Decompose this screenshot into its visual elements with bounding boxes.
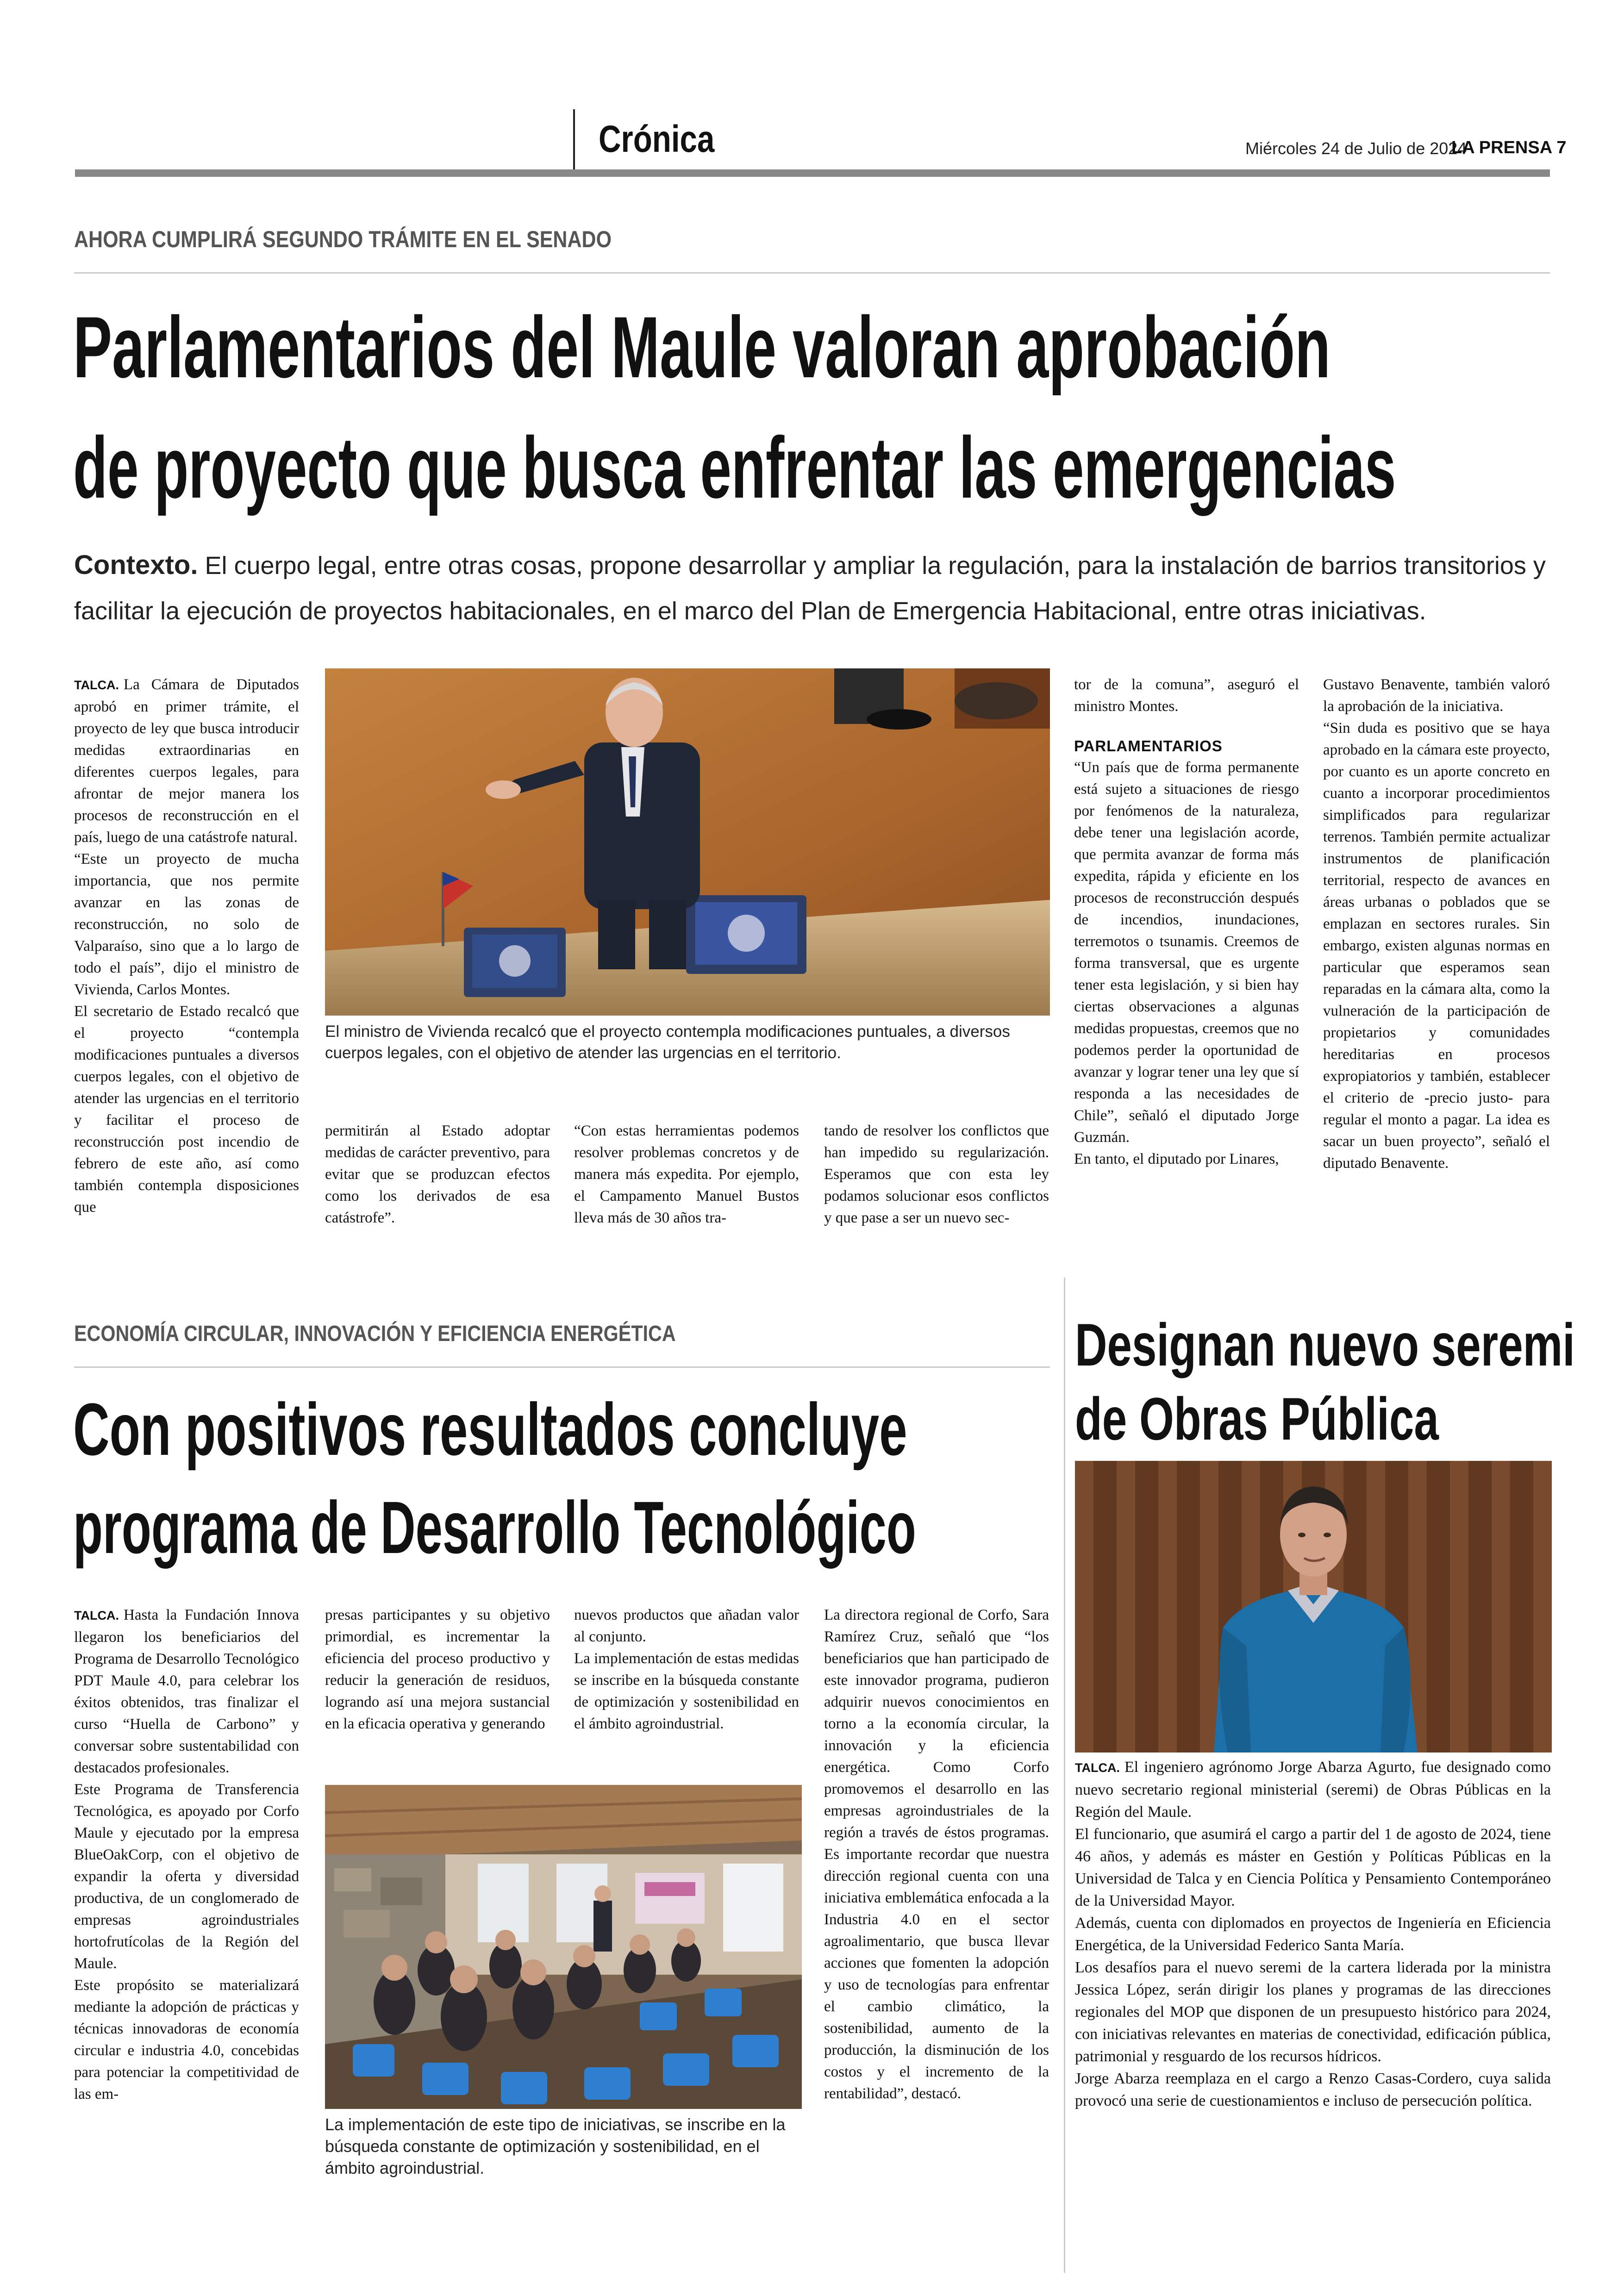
article1-column-1 bbox=[74, 674, 299, 1218]
article1-context bbox=[74, 543, 1551, 634]
article2-paragraph: Este Programa de Transferencia Tecnológica, es apoyado por Corfo Maule y ejecutado por la empresa BlueOakCorp, con el objetivo de expandir la oferta y diversidad productiva, de un conglomerado de empresas agroindustriales hortofrutícolas de la Región del Maule. bbox=[74, 1781, 299, 1972]
article3-paragraph: El funcionario, que asumirá el cargo a partir del 1 de agosto de 2024, tiene 46 años, y además es máster en Gestión y Políticas Públicas en la Universidad de Talca y en Ciencia Política y Pensamiento Contemporáneo de la Universidad Mayor. bbox=[1075, 1826, 1551, 1909]
workshop-photo-illustration bbox=[325, 1785, 802, 2109]
article1-headline-line2: de proyecto que busca enfrentar las emergencias bbox=[73, 419, 1396, 516]
paper-name: LA PRENSA 7 bbox=[1451, 138, 1567, 157]
article2-column-4 bbox=[824, 1604, 1049, 2105]
article2-headline-line2: programa de Desarrollo Tecnológico bbox=[73, 1486, 916, 1569]
article2-paragraph: La implementación de estas medidas se inscribe en la búsqueda constante de optimización y sostenibilidad en el ámbito agroindustrial. bbox=[574, 1650, 799, 1732]
article1-paragraph: tando de resolver los conflictos que han impedido su regularización. Esperamos que con esta ley podamos solucionar esos conflictos y que pase a ser un nuevo sec- bbox=[824, 1123, 1049, 1226]
article1-paragraph: “Un país que de forma permanente está sujeto a situaciones de riesgo por fenómenos de la naturaleza, debe tener una legislación acorde, que permita avanzar de forma más expedita, rápida y eficiente en los procesos de reconstrucción después de incendios, inundaciones, terremotos o tsunamis. Creemos de forma transversal, que es urgente tener esta legislación, y si bien hay ciertas observaciones a algunas medidas propuestas, creemos que no podemos perder la oportunidad de avanzar y lograr tener una ley que sí responda a las necesidades de Chile”, señaló el diputado Jorge Guzmán. bbox=[1074, 759, 1299, 1146]
article3-paragraph: TALCA. El ingeniero agrónomo Jorge Abarza Agurto, fue designado como nuevo secretario regional ministerial (seremi) de Obras Públicas en la Región del Maule. bbox=[1075, 1759, 1551, 1821]
workshop-photo bbox=[325, 1785, 802, 2109]
article1-photo-caption: El ministro de Vivienda recalcó que el proyecto contempla modificaciones puntuales, a diversos cuerpos legales, con el objetivo de atender las urgencias en el territorio. bbox=[325, 1023, 1010, 1062]
article1-column-5 bbox=[1074, 674, 1299, 1170]
article1-headline-line1: Parlamentarios del Maule valoran aprobación bbox=[73, 299, 1331, 396]
article1-paragraph: “Con estas herramientas podemos resolver problemas concretos y de manera más expedita. Por ejemplo, el Campamento Manuel Bustos lleva más de 30 años tra- bbox=[574, 1123, 799, 1226]
minister-photo-illustration bbox=[325, 668, 1050, 1016]
article2-paragraph: La directora regional de Corfo, Sara Ramírez Cruz, señaló que “los beneficiarios que han participado de este innovador programa, pudieron adquirir nuevos conocimientos en torno a la economía circular, la innovación y la eficiencia energética. Como Corfo promovemos el desarrollo en las empresas agroindustriales de la región a través de éstos programas. Es importante recordar que nuestra dirección regional cuenta con una iniciativa emblemática enfocada a la Industria 4.0 en el sector agroalimentario, que busca llevar acciones que fomenten la adopción y uso de tecnologías para enfrentar el cambio climático, la sostenibilidad, aumento de la producción, la disminución de los costos y el incremento de la rentabilidad”, destacó. bbox=[824, 1607, 1049, 2102]
article1-kicker: AHORA CUMPLIRÁ SEGUNDO TRÁMITE EN EL SENADO bbox=[74, 226, 612, 252]
article3-headline-line2: de Obras Pública bbox=[1075, 1385, 1439, 1453]
parlamentarios-subhead: PARLAMENTARIOS bbox=[1074, 737, 1223, 755]
article1-column-6 bbox=[1323, 674, 1550, 1174]
article1-paragraph: “Este un proyecto de mucha importancia, que nos permite avanzar en las zonas de reconstrucción, no solo de Valparaíso, sino que a lo largo de todo el país”, dijo el ministro de Vivienda, Carlos Montes. bbox=[74, 851, 299, 998]
article3-body bbox=[1075, 1756, 1551, 2112]
article3-paragraph: Jorge Abarza reemplaza en el cargo a Renzo Casas-Cordero, cuya salida provocó una serie de cuestionamientos e incluso de persecución política. bbox=[1075, 2070, 1551, 2109]
minister-photo bbox=[325, 668, 1050, 1016]
article3-paragraph: Además, cuenta con diplomados en proyectos de Ingeniería en Eficiencia Energética, de la Universidad Federico Santa María. bbox=[1075, 1915, 1551, 1954]
article1-paragraph: TALCA. La Cámara de Diputados aprobó en primer trámite, el proyecto de ley que busca introducir medidas extraordinarias en diferentes cuerpos legales, para afrontar de mejor manera los procesos de reconstrucción en el país, luego de una catástrofe natural. bbox=[74, 676, 299, 846]
article2-column-2 bbox=[325, 1604, 550, 1735]
article1-column-4 bbox=[824, 1120, 1049, 1229]
column-divider bbox=[1064, 1278, 1065, 2273]
kicker-rule bbox=[74, 272, 1550, 274]
article2-kicker: ECONOMÍA CIRCULAR, INNOVACIÓN Y EFICIENCIA ENERGÉTICA bbox=[74, 1322, 676, 1346]
seremi-photo bbox=[1075, 1461, 1552, 1752]
dateline: TALCA. bbox=[74, 1609, 119, 1622]
dateline: TALCA. bbox=[74, 678, 119, 692]
article2-paragraph: Este propósito se materializará mediante la adopción de prácticas y técnicas innovadoras de economía circular e industria 4.0, concebidas para potenciar la competitividad de las em- bbox=[74, 1977, 299, 2102]
article3-paragraph: Los desafíos para el nuevo seremi de la cartera liderada por la ministra Jessica López, serán dirigir los planes y programas de las direcciones regionales del MOP que disponen de un presupuesto histórico para 2024, con iniciativas relevantes en materias de conectividad, edificación pública, patrimonial y resguardo de los recursos hídricos. bbox=[1075, 1959, 1551, 2065]
article2-headline-line1: Con positivos resultados concluye bbox=[73, 1388, 907, 1471]
article1-column-2 bbox=[325, 1120, 550, 1229]
article2-photo-caption: La implementación de este tipo de iniciativas, se inscribe en la búsqueda constante de optimización y sostenibilidad, en el ámbito agroindustrial. bbox=[325, 2115, 786, 2177]
context-text: El cuerpo legal, entre otras cosas, propone desarrollar y ampliar la regulación, para la instalación de barrios transitorios y facilitar la ejecución de proyectos habitacionales, en el marco del Plan de Emergencia Habitacional, entre otras iniciativas. bbox=[74, 552, 1546, 625]
article2-column-1 bbox=[74, 1604, 299, 2105]
article1-paragraph: Gustavo Benavente, también valoró la aprobación de la iniciativa. bbox=[1323, 676, 1550, 715]
header-date: Miércoles 24 de Julio de 2024 bbox=[1245, 139, 1467, 158]
article1-column-3 bbox=[574, 1120, 799, 1229]
article1-paragraph: “Sin duda es positivo que se haya aprobado en la cámara este proyecto, por cuanto es un aporte concreto en cuanto a incorporar procedimientos simplificados para regularizar terrenos. También permite actualizar instrumentos de planificación territorial, respecto de avances en áreas urbanas o poblados que se emplazan en sectores rurales. Sin embargo, existen algunas normas en particular que esperamos sean reparadas en la cámara alta, como la vulneración de la participación de propietarios y comunidades hereditarias en procesos expropiatorios y también, establecer el criterio de -precio justo- para regular el monto a pagar. La idea es sacar un buen proyecto”, señaló el diputado Benavente. bbox=[1323, 720, 1550, 1172]
context-label: Contexto. bbox=[74, 550, 198, 580]
article1-paragraph: El secretario de Estado recalcó que el proyecto “contempla modificaciones puntuales a diversos cuerpos legales, con el objetivo de atender las urgencias en el territorio y facilitar el proceso de reconstrucción post incendio de febrero de este año, así como también contempla disposiciones que bbox=[74, 1003, 299, 1216]
article2-paragraph: nuevos productos que añadan valor al conjunto. bbox=[574, 1607, 799, 1645]
article1-paragraph: En tanto, el diputado por Linares, bbox=[1074, 1151, 1279, 1167]
section-title: Crónica bbox=[599, 118, 715, 160]
header-rule bbox=[75, 169, 1550, 177]
article1-paragraph: tor de la comuna”, aseguró el ministro Montes. bbox=[1074, 676, 1299, 715]
header-divider-vertical bbox=[573, 109, 575, 169]
article3-headline-line1: Designan nuevo seremi bbox=[1075, 1311, 1575, 1378]
article2-column-3 bbox=[574, 1604, 799, 1735]
dateline: TALCA. bbox=[1075, 1761, 1120, 1775]
article2-paragraph: TALCA. Hasta la Fundación Innova llegaron los beneficiarios del Programa de Desarrollo Tecnológico PDT Maule 4.0, para celebrar los éxitos obtenidos, tras finalizar el curso “Huella de Carbono” y conversar sobre sustentabilidad con destacados profesionales. bbox=[74, 1607, 299, 1776]
kicker-rule bbox=[74, 1366, 1050, 1368]
article1-paragraph: permitirán al Estado adoptar medidas de carácter preventivo, para evitar que se produzcan efectos como los derivados de esa catástrofe”. bbox=[325, 1123, 550, 1226]
seremi-photo-illustration bbox=[1075, 1461, 1552, 1752]
article2-paragraph: presas participantes y su objetivo primordial, es incrementar la eficiencia del proceso productivo y reducir la generación de residuos, logrando así una mejora sustancial en la eficacia operativa y generando bbox=[325, 1607, 550, 1732]
